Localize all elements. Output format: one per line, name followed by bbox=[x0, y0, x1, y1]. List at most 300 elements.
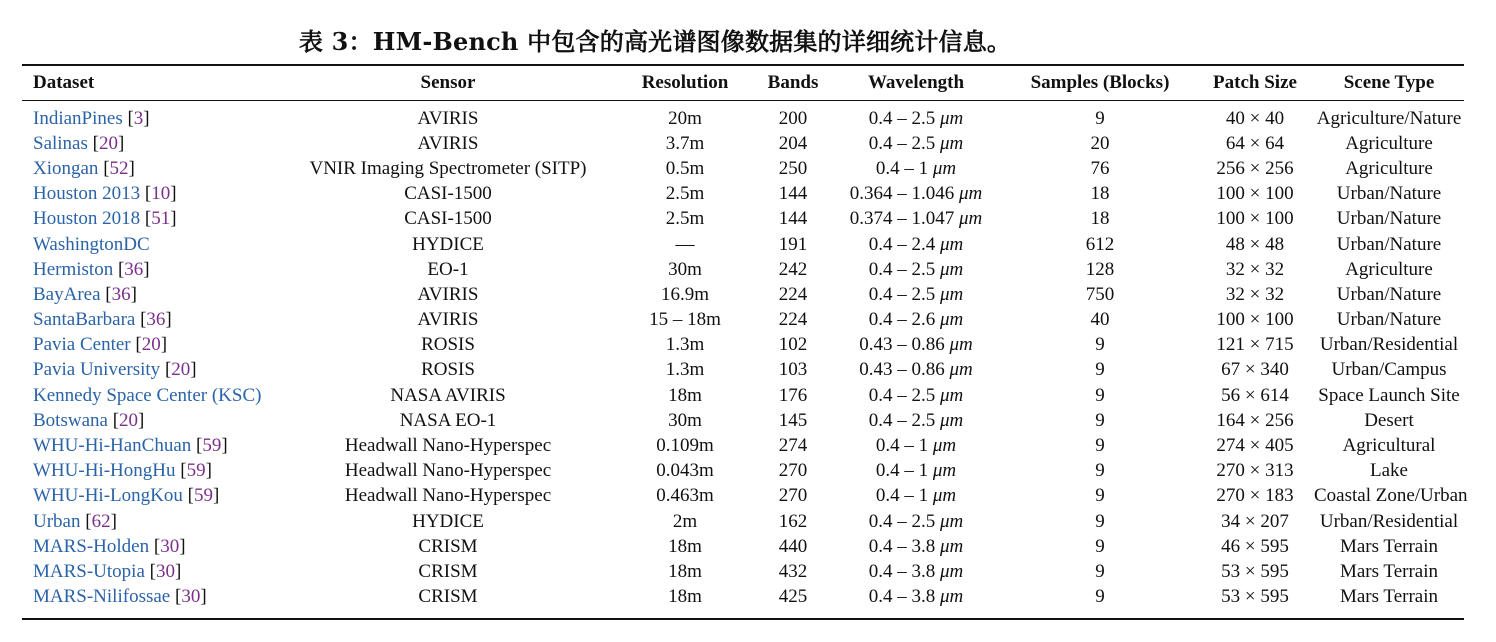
wavelength-cell bbox=[828, 534, 1004, 559]
scene-type-cell: Urban/Nature bbox=[1336, 208, 1442, 230]
patch-size-cell: 56 × 614 bbox=[1221, 384, 1289, 406]
resolution-cell: 30m bbox=[668, 258, 702, 280]
sensor-cell: CRISM bbox=[418, 535, 478, 557]
resolution-cell: 0.5m bbox=[665, 157, 705, 179]
sensor-cell: HYDICE bbox=[412, 510, 484, 532]
citation-bracket-close: ] bbox=[170, 208, 177, 230]
dataset-cell bbox=[22, 383, 284, 408]
citation-link[interactable]: 36 bbox=[124, 258, 144, 280]
sensor-cell: NASA AVIRIS bbox=[390, 384, 506, 406]
table-row bbox=[22, 509, 1464, 534]
sensor-cell: AVIRIS bbox=[417, 132, 479, 154]
wavelength-cell bbox=[828, 131, 1004, 156]
resolution-cell: 0.463m bbox=[656, 485, 714, 507]
table-row bbox=[22, 408, 1464, 433]
samples-cell: 9 bbox=[1095, 359, 1105, 381]
scene-type-cell: Urban/Residential bbox=[1319, 510, 1459, 532]
wavelength-range: 0.4 – 1 bbox=[875, 485, 933, 507]
wavelength-range: 0.4 – 1 bbox=[875, 157, 933, 179]
scene-type-cell: Urban/Nature bbox=[1336, 283, 1442, 305]
header-patch-size: Patch Size bbox=[1213, 72, 1297, 93]
citation-link[interactable]: 59 bbox=[193, 485, 213, 507]
dataset-cell bbox=[22, 232, 284, 257]
samples-cell: 9 bbox=[1095, 334, 1105, 356]
scene-type-cell: Agriculture bbox=[1345, 157, 1433, 179]
resolution-cell: 1.3m bbox=[665, 334, 705, 356]
sensor-cell: CRISM bbox=[418, 560, 478, 582]
dataset-cell bbox=[22, 509, 284, 534]
sensor-cell: EO-1 bbox=[427, 258, 469, 280]
table-row bbox=[22, 585, 1464, 619]
samples-cell: 9 bbox=[1095, 107, 1105, 129]
samples-cell: 9 bbox=[1095, 485, 1105, 507]
resolution-cell: 0.043m bbox=[656, 460, 714, 482]
citation-bracket-close: ] bbox=[143, 258, 150, 280]
citation-link[interactable]: 59 bbox=[202, 435, 222, 457]
bands-cell: 250 bbox=[778, 157, 808, 179]
dataset-cell bbox=[22, 257, 284, 282]
table-row bbox=[22, 182, 1464, 207]
sensor-cell: VNIR Imaging Spectrometer (SITP) bbox=[309, 157, 587, 179]
scene-type-cell: Agriculture/Nature bbox=[1316, 107, 1462, 129]
patch-size-cell: 67 × 340 bbox=[1221, 359, 1289, 381]
wavelength-range: 0.4 – 2.5 bbox=[868, 384, 940, 406]
dataset-cell bbox=[22, 585, 284, 619]
wavelength-cell bbox=[828, 207, 1004, 232]
bands-cell: 270 bbox=[778, 460, 808, 482]
resolution-cell: 3.7m bbox=[665, 132, 705, 154]
patch-size-cell: 34 × 207 bbox=[1221, 510, 1289, 532]
table-row bbox=[22, 333, 1464, 358]
citation-bracket-open: [ bbox=[105, 283, 112, 305]
bands-cell: 242 bbox=[778, 258, 808, 280]
dataset-link[interactable]: WHU-Hi-HongHu bbox=[33, 460, 176, 482]
dataset-link[interactable]: BayArea bbox=[33, 283, 101, 305]
dataset-link[interactable]: Houston 2018 bbox=[33, 208, 141, 230]
samples-cell: 9 bbox=[1095, 460, 1105, 482]
wavelength-range: 0.4 – 3.8 bbox=[868, 560, 940, 582]
bands-cell: 162 bbox=[778, 510, 808, 532]
citation-bracket-open: [ bbox=[85, 510, 92, 532]
wavelength-unit: μm bbox=[939, 132, 964, 154]
scene-type-cell: Mars Terrain bbox=[1339, 535, 1439, 557]
citation-bracket-open: [ bbox=[140, 309, 147, 331]
wavelength-cell bbox=[828, 156, 1004, 181]
samples-cell: 612 bbox=[1085, 233, 1115, 255]
dataset-link[interactable]: Botswana bbox=[33, 409, 108, 431]
wavelength-range: 0.4 – 1 bbox=[875, 460, 933, 482]
citation-link[interactable]: 3 bbox=[133, 107, 144, 129]
citation-link[interactable]: 20 bbox=[171, 359, 191, 381]
citation-bracket-close: ] bbox=[143, 107, 150, 129]
wavelength-unit: μm bbox=[932, 157, 957, 179]
header-resolution: Resolution bbox=[641, 72, 729, 93]
resolution-cell: 18m bbox=[668, 384, 702, 406]
scene-type-cell: Mars Terrain bbox=[1339, 560, 1439, 582]
patch-size-cell: 53 × 595 bbox=[1221, 560, 1289, 582]
patch-size-cell: 274 × 405 bbox=[1216, 435, 1294, 457]
wavelength-range: 0.43 – 0.86 bbox=[859, 359, 950, 381]
citation-link[interactable]: 30 bbox=[155, 560, 175, 582]
bands-cell: 200 bbox=[778, 107, 808, 129]
sensor-cell: HYDICE bbox=[412, 233, 484, 255]
wavelength-cell bbox=[828, 559, 1004, 584]
dataset-cell bbox=[22, 101, 284, 132]
patch-size-cell: 32 × 32 bbox=[1225, 283, 1285, 305]
citation-bracket-close: ] bbox=[170, 183, 177, 205]
samples-cell: 9 bbox=[1095, 435, 1105, 457]
wavelength-cell bbox=[828, 282, 1004, 307]
resolution-cell: 18m bbox=[668, 560, 702, 582]
citation-bracket-open: [ bbox=[196, 435, 203, 457]
wavelength-range: 0.4 – 2.5 bbox=[868, 258, 940, 280]
wavelength-unit: μm bbox=[939, 258, 964, 280]
patch-size-cell: 64 × 64 bbox=[1225, 132, 1285, 154]
scene-type-cell: Agricultural bbox=[1342, 435, 1436, 457]
wavelength-unit: μm bbox=[939, 535, 964, 557]
citation-link[interactable]: 20 bbox=[119, 409, 139, 431]
header-wavelength: Wavelength bbox=[867, 72, 965, 93]
header-samples: Samples (Blocks) bbox=[1030, 72, 1170, 93]
header-row bbox=[22, 65, 1464, 101]
resolution-cell: 15 – 18m bbox=[649, 309, 721, 331]
bands-cell: 144 bbox=[778, 208, 808, 230]
patch-size-cell: 270 × 183 bbox=[1216, 485, 1294, 507]
patch-size-cell: 48 × 48 bbox=[1225, 233, 1285, 255]
wavelength-range: 0.43 – 0.86 bbox=[859, 334, 950, 356]
sensor-cell: ROSIS bbox=[421, 359, 475, 381]
dataset-link[interactable]: Pavia University bbox=[33, 359, 161, 381]
citation-link[interactable]: 20 bbox=[141, 334, 161, 356]
table-row bbox=[22, 459, 1464, 484]
dataset-link[interactable]: MARS-Nilifossae bbox=[33, 586, 171, 608]
table-row bbox=[22, 232, 1464, 257]
samples-cell: 18 bbox=[1090, 183, 1110, 205]
sensor-cell: NASA EO-1 bbox=[399, 409, 497, 431]
citation-bracket-open: [ bbox=[164, 359, 172, 381]
wavelength-cell bbox=[828, 101, 1004, 132]
table-row bbox=[22, 156, 1464, 181]
wavelength-unit: μm bbox=[949, 334, 973, 356]
wavelength-range: 0.4 – 2.5 bbox=[868, 132, 940, 154]
wavelength-cell bbox=[828, 308, 1004, 333]
dataset-cell bbox=[22, 559, 284, 584]
resolution-cell: 2.5m bbox=[665, 208, 705, 230]
table-row bbox=[22, 207, 1464, 232]
citation-bracket-close: ] bbox=[110, 510, 117, 532]
header-dataset: Dataset bbox=[33, 72, 95, 93]
table-row bbox=[22, 308, 1464, 333]
citation-link[interactable]: 10 bbox=[151, 183, 171, 205]
table-row bbox=[22, 383, 1464, 408]
wavelength-range: 0.374 – 1.047 bbox=[849, 208, 959, 230]
dataset-link[interactable]: SantaBarbara bbox=[33, 309, 136, 331]
dataset-link[interactable]: Urban bbox=[33, 510, 81, 532]
wavelength-range: 0.4 – 2.4 bbox=[868, 233, 940, 255]
patch-size-cell: 100 × 100 bbox=[1216, 183, 1294, 205]
samples-cell: 9 bbox=[1095, 586, 1105, 608]
samples-cell: 128 bbox=[1085, 258, 1115, 280]
scene-type-cell: Urban/Nature bbox=[1336, 309, 1442, 331]
wavelength-unit: μm bbox=[939, 283, 964, 305]
wavelength-range: 0.4 – 2.5 bbox=[868, 510, 940, 532]
dataset-link[interactable]: Pavia Center bbox=[33, 334, 131, 356]
resolution-cell: 18m bbox=[668, 535, 702, 557]
dataset-link[interactable]: Xiongan bbox=[33, 157, 99, 179]
wavelength-cell bbox=[828, 257, 1004, 282]
dataset-cell bbox=[22, 156, 284, 181]
citation-link[interactable]: 30 bbox=[181, 586, 201, 608]
citation-bracket-close: ] bbox=[190, 359, 197, 381]
dataset-cell bbox=[22, 408, 284, 433]
wavelength-range: 0.4 – 3.8 bbox=[868, 586, 940, 608]
wavelength-range: 0.4 – 1 bbox=[875, 435, 933, 457]
dataset-link[interactable]: Kennedy Space Center (KSC) bbox=[33, 384, 262, 406]
resolution-cell: — bbox=[675, 233, 695, 255]
samples-cell: 750 bbox=[1085, 283, 1115, 305]
bands-cell: 270 bbox=[778, 485, 808, 507]
citation-bracket-close: ] bbox=[138, 409, 145, 431]
wavelength-cell bbox=[828, 358, 1004, 383]
citation-link[interactable]: 30 bbox=[160, 535, 180, 557]
table-row bbox=[22, 101, 1464, 132]
wavelength-cell bbox=[828, 459, 1004, 484]
scene-type-cell: Coastal Zone/Urban bbox=[1314, 485, 1468, 507]
citation-bracket-open: [ bbox=[135, 334, 142, 356]
dataset-link[interactable]: MARS-Utopia bbox=[33, 560, 145, 582]
patch-size-cell: 121 × 715 bbox=[1216, 334, 1294, 356]
table-row bbox=[22, 534, 1464, 559]
table-row bbox=[22, 282, 1464, 307]
wavelength-unit: μm bbox=[939, 107, 964, 129]
dataset-link[interactable]: WHU-Hi-HanChuan bbox=[33, 435, 192, 457]
scene-type-cell: Desert bbox=[1364, 409, 1414, 431]
scene-type-cell: Urban/Residential bbox=[1319, 334, 1459, 356]
dataset-table-container bbox=[22, 64, 1468, 620]
citation-bracket-open: [ bbox=[144, 208, 152, 230]
sensor-cell: AVIRIS bbox=[417, 107, 479, 129]
samples-cell: 9 bbox=[1095, 510, 1105, 532]
sensor-cell: Headwall Nano-Hyperspec bbox=[344, 460, 552, 482]
bands-cell: 176 bbox=[778, 384, 808, 406]
dataset-link[interactable]: WashingtonDC bbox=[33, 233, 150, 255]
wavelength-range: 0.4 – 3.8 bbox=[868, 535, 940, 557]
samples-cell: 20 bbox=[1090, 132, 1110, 154]
samples-cell: 9 bbox=[1095, 535, 1105, 557]
wavelength-unit: μm bbox=[939, 560, 964, 582]
dataset-link[interactable]: WHU-Hi-LongKou bbox=[33, 485, 183, 507]
bands-cell: 224 bbox=[778, 283, 808, 305]
bands-cell: 440 bbox=[778, 535, 808, 557]
table-row bbox=[22, 257, 1464, 282]
dataset-link[interactable]: Houston 2013 bbox=[33, 183, 141, 205]
citation-bracket-close: ] bbox=[165, 309, 172, 331]
sensor-cell: CRISM bbox=[418, 586, 478, 608]
citation-bracket-close: ] bbox=[174, 560, 182, 582]
citation-link[interactable]: 51 bbox=[151, 208, 171, 230]
patch-size-cell: 40 × 40 bbox=[1225, 107, 1285, 129]
wavelength-range: 0.4 – 2.6 bbox=[868, 309, 940, 331]
table-row bbox=[22, 433, 1464, 458]
wavelength-unit: μm bbox=[939, 309, 964, 331]
citation-link[interactable]: 36 bbox=[146, 309, 166, 331]
patch-size-cell: 164 × 256 bbox=[1216, 409, 1294, 431]
citation-link[interactable]: 20 bbox=[98, 132, 118, 154]
scene-type-cell: Agriculture bbox=[1345, 258, 1433, 280]
patch-size-cell: 270 × 313 bbox=[1216, 460, 1294, 482]
dataset-cell bbox=[22, 282, 284, 307]
bands-cell: 144 bbox=[778, 183, 808, 205]
wavelength-unit: μm bbox=[932, 485, 957, 507]
citation-bracket-close: ] bbox=[160, 334, 168, 356]
table-row bbox=[22, 484, 1464, 509]
wavelength-cell bbox=[828, 484, 1004, 509]
dataset-cell bbox=[22, 182, 284, 207]
resolution-cell: 2.5m bbox=[665, 183, 705, 205]
wavelength-cell bbox=[828, 383, 1004, 408]
dataset-cell bbox=[22, 459, 284, 484]
wavelength-cell bbox=[828, 232, 1004, 257]
header-bands: Bands bbox=[767, 72, 819, 93]
citation-bracket-open: [ bbox=[153, 535, 161, 557]
citation-bracket-open: [ bbox=[149, 560, 156, 582]
dataset-table bbox=[22, 64, 1468, 620]
sensor-cell: CASI-1500 bbox=[404, 208, 492, 230]
bands-cell: 204 bbox=[778, 132, 808, 154]
resolution-cell: 1.3m bbox=[665, 359, 705, 381]
scene-type-cell: Urban/Nature bbox=[1336, 233, 1442, 255]
citation-bracket-close: ] bbox=[200, 586, 207, 608]
resolution-cell: 20m bbox=[668, 107, 702, 129]
sensor-cell: AVIRIS bbox=[417, 283, 479, 305]
citation-bracket-open: [ bbox=[117, 258, 125, 280]
dataset-cell bbox=[22, 333, 284, 358]
resolution-cell: 0.109m bbox=[656, 435, 714, 457]
wavelength-unit: μm bbox=[939, 233, 964, 255]
resolution-cell: 18m bbox=[668, 586, 702, 608]
table-row bbox=[22, 559, 1464, 584]
citation-link[interactable]: 62 bbox=[91, 510, 111, 532]
patch-size-cell: 53 × 595 bbox=[1221, 586, 1289, 608]
wavelength-cell bbox=[828, 509, 1004, 534]
bands-cell: 274 bbox=[778, 435, 808, 457]
citation-link[interactable]: 52 bbox=[109, 157, 129, 179]
bands-cell: 191 bbox=[778, 233, 808, 255]
wavelength-unit: μm bbox=[949, 359, 973, 381]
citation-bracket-open: [ bbox=[103, 157, 110, 179]
citation-bracket-close: ] bbox=[179, 535, 186, 557]
dataset-link[interactable]: MARS-Holden bbox=[33, 535, 150, 557]
samples-cell: 9 bbox=[1095, 384, 1105, 406]
sensor-cell: AVIRIS bbox=[417, 309, 479, 331]
sensor-cell: ROSIS bbox=[421, 334, 475, 356]
citation-bracket-open: [ bbox=[112, 409, 120, 431]
scene-type-cell: Lake bbox=[1370, 460, 1408, 482]
citation-link[interactable]: 59 bbox=[186, 460, 206, 482]
patch-size-cell: 32 × 32 bbox=[1225, 258, 1285, 280]
citation-bracket-close: ] bbox=[205, 460, 212, 482]
table-header bbox=[22, 65, 1464, 101]
wavelength-unit: μm bbox=[939, 384, 964, 406]
samples-cell: 9 bbox=[1095, 409, 1105, 431]
resolution-cell: 16.9m bbox=[660, 283, 710, 305]
scene-type-cell: Agriculture bbox=[1345, 132, 1433, 154]
patch-size-cell: 46 × 595 bbox=[1221, 535, 1289, 557]
bands-cell: 103 bbox=[778, 359, 808, 381]
citation-bracket-close: ] bbox=[117, 132, 125, 154]
citation-bracket-open: [ bbox=[92, 132, 99, 154]
wavelength-unit: μm bbox=[939, 510, 964, 532]
wavelength-unit: μm bbox=[932, 460, 957, 482]
wavelength-unit: μm bbox=[958, 183, 983, 205]
wavelength-unit: μm bbox=[939, 586, 964, 608]
dataset-cell bbox=[22, 534, 284, 559]
wavelength-range: 0.4 – 2.5 bbox=[868, 283, 940, 305]
dataset-cell bbox=[22, 207, 284, 232]
citation-bracket-open: [ bbox=[180, 460, 187, 482]
resolution-cell: 2m bbox=[672, 510, 698, 532]
dataset-cell bbox=[22, 484, 284, 509]
table-row bbox=[22, 358, 1464, 383]
bands-cell: 425 bbox=[778, 586, 808, 608]
patch-size-cell: 100 × 100 bbox=[1216, 309, 1294, 331]
scene-type-cell: Space Launch Site bbox=[1318, 384, 1460, 406]
table-caption: 表 3：HM-Bench 中包含的高光谱图像数据集的详细统计信息。 bbox=[298, 27, 1012, 56]
scene-type-cell: Mars Terrain bbox=[1339, 586, 1439, 608]
bands-cell: 145 bbox=[778, 409, 808, 431]
wavelength-range: 0.4 – 2.5 bbox=[868, 409, 940, 431]
citation-bracket-open: [ bbox=[144, 183, 152, 205]
bands-cell: 224 bbox=[778, 309, 808, 331]
sensor-cell: CASI-1500 bbox=[404, 183, 492, 205]
dataset-link[interactable]: Salinas bbox=[33, 132, 88, 154]
sensor-cell: Headwall Nano-Hyperspec bbox=[344, 485, 552, 507]
citation-bracket-open: [ bbox=[187, 485, 194, 507]
sensor-cell: Headwall Nano-Hyperspec bbox=[344, 435, 552, 457]
wavelength-cell bbox=[828, 333, 1004, 358]
citation-bracket-open: [ bbox=[127, 107, 134, 129]
dataset-cell bbox=[22, 308, 284, 333]
wavelength-cell bbox=[828, 408, 1004, 433]
samples-cell: 18 bbox=[1090, 208, 1110, 230]
dataset-link[interactable]: Hermiston bbox=[33, 258, 114, 280]
citation-bracket-open: [ bbox=[174, 586, 182, 608]
dataset-cell bbox=[22, 131, 284, 156]
wavelength-unit: μm bbox=[932, 435, 957, 457]
citation-bracket-close: ] bbox=[128, 157, 135, 179]
citation-bracket-close: ] bbox=[221, 435, 228, 457]
wavelength-range: 0.364 – 1.046 bbox=[849, 183, 959, 205]
samples-cell: 40 bbox=[1090, 309, 1110, 331]
dataset-link[interactable]: IndianPines bbox=[33, 107, 123, 129]
table-body bbox=[22, 101, 1468, 619]
scene-type-cell: Urban/Nature bbox=[1336, 183, 1442, 205]
scene-type-cell: Urban/Campus bbox=[1331, 359, 1447, 381]
citation-link[interactable]: 36 bbox=[111, 283, 131, 305]
patch-size-cell: 100 × 100 bbox=[1216, 208, 1294, 230]
dataset-cell bbox=[22, 358, 284, 383]
wavelength-cell bbox=[828, 433, 1004, 458]
citation-bracket-close: ] bbox=[212, 485, 220, 507]
wavelength-cell bbox=[828, 182, 1004, 207]
dataset-cell bbox=[22, 433, 284, 458]
table-row bbox=[22, 131, 1464, 156]
wavelength-unit: μm bbox=[958, 208, 983, 230]
wavelength-cell bbox=[828, 585, 1004, 619]
bands-cell: 432 bbox=[778, 560, 808, 582]
header-scene-type: Scene Type bbox=[1343, 72, 1435, 93]
citation-bracket-close: ] bbox=[130, 283, 137, 305]
